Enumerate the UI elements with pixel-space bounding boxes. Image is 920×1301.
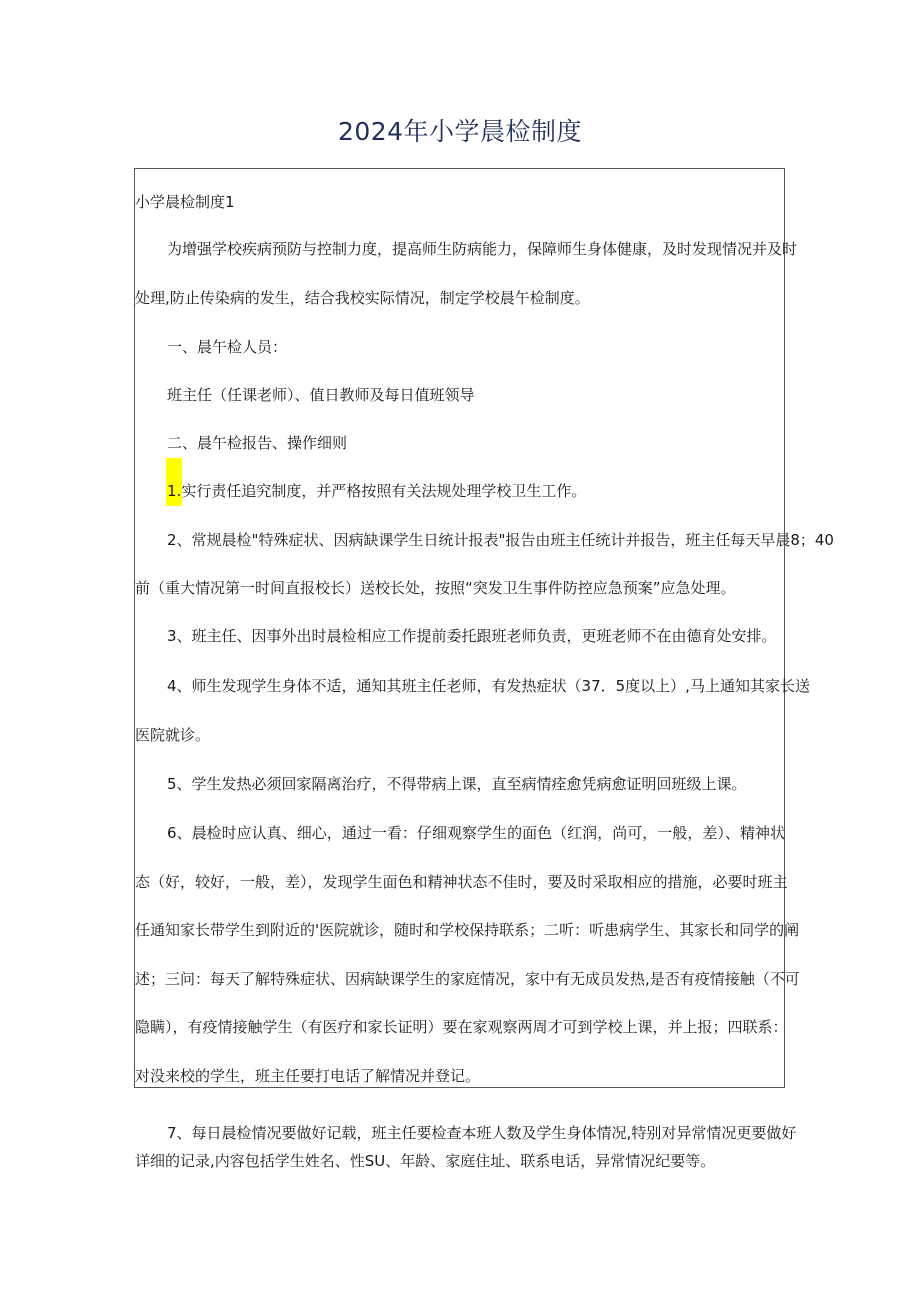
- item-6-line-6: 对没来校的学生，班主任要打电话了解情况并登记。: [135, 1067, 481, 1085]
- item-6-line-3: 任通知家长带学生到附近的'医院就诊，随时和学校保持联系；二听：听患病学生、其家长和同学的阐: [135, 921, 800, 939]
- item-7-line-1: 7、每日晨检情况要做好记载，班主任要检查本班人数及学生身体情况,特别对异常情况更要做好: [167, 1124, 797, 1142]
- item-1-number: 1.: [167, 482, 182, 500]
- item-6-line-2: 态（好，较好，一般，差），发现学生面色和精神状态不佳时，要及时采取相应的措施，必要时班主: [135, 873, 788, 891]
- document-title: 2024年小学晨检制度: [337, 117, 583, 146]
- item-1-text: 实行责任追究制度，并严格按照有关法规处理学校卫生工作。: [181, 482, 587, 500]
- item-5: 5、学生发热必须回家隔离治疗，不得带病上课，直至病情痊愈凭病愈证明回班级上课。: [167, 775, 747, 793]
- section-2-title: 二、晨午检报告、操作细则: [167, 434, 348, 452]
- item-7-line-2: 详细的记录,内容包括学生姓名、性SU、年龄、家庭住址、联系电话，异常情况纪要等。: [135, 1152, 716, 1170]
- item-4-line-2: 医院就诊。: [135, 726, 211, 744]
- item-2-line-1: 2、常规晨检"特殊症状、因病缺课学生日统计报表"报告由班主任统计并报告，班主任每天早晨8；40: [167, 531, 834, 549]
- item-6-line-4: 述；三问：每天了解特殊症状、因病缺课学生的家庭情况，家中有无成员发热,是否有疫情接触（不可: [135, 970, 800, 988]
- box-heading: 小学晨检制度1: [135, 193, 235, 211]
- intro-line-2: 处理,防止传染病的发生，结合我校实际情况，制定学校晨午检制度。: [135, 289, 590, 307]
- item-1: [167, 481, 586, 501]
- intro-line-1: 为增强学校疾病预防与控制力度，提高师生防病能力，保障师生身体健康，及时发现情况并及时: [167, 240, 798, 258]
- item-6-line-5: 隐瞒），有疫情接触学生（有医疗和家长证明）要在家观察两周才可到学校上课，并上报；四联系：: [135, 1018, 788, 1036]
- section-1-title: 一、晨午检人员：: [167, 338, 288, 356]
- item-2-line-2: 前（重大情况第一时间直报校长）送校长处，按照“突发卫生事件防控应急预案”应急处理。: [135, 579, 736, 597]
- item-3: 3、班主任、因事外出时晨检相应工作提前委托跟班老师负责，更班老师不在由德育处安排。: [167, 627, 777, 645]
- section-1-body: 班主任（任课老师）、值日教师及每日值班领导: [167, 386, 475, 404]
- item-6-line-1: 6、晨检时应认真、细心，通过一看：仔细观察学生的面色（红润，尚可，一般，差）、精神状: [167, 824, 785, 842]
- item-4-line-1: 4、师生发现学生身体不适，通知其班主任老师，有发热症状（37．5度以上）,马上通知其家长送: [167, 677, 810, 695]
